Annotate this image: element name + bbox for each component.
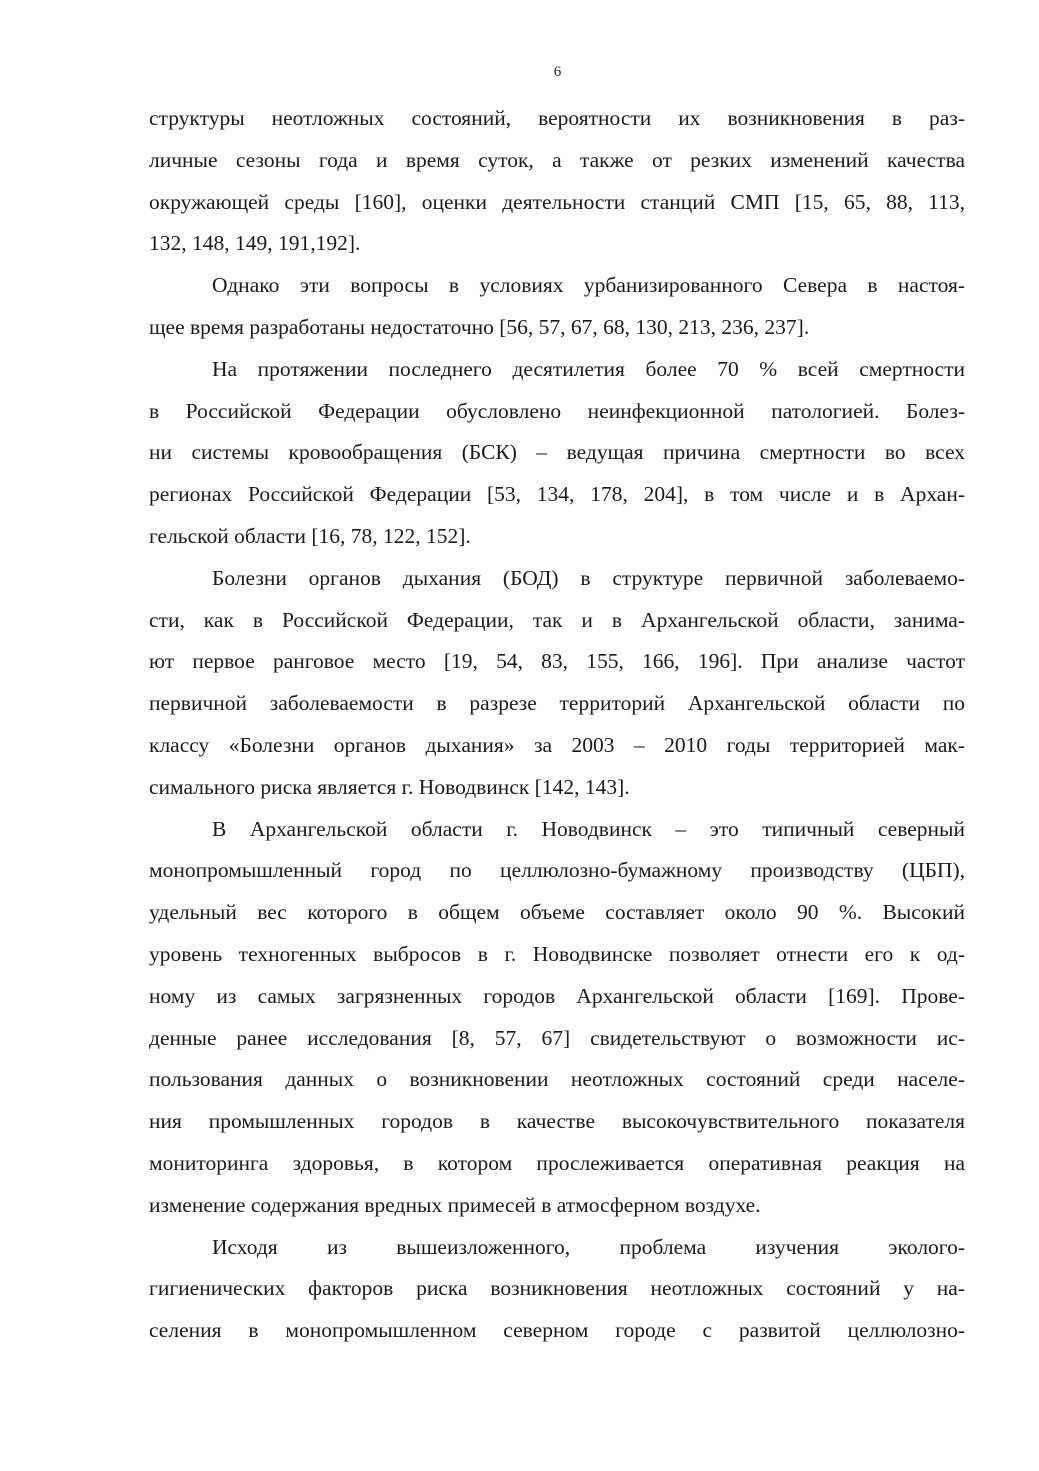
text-line: гельской области [16, 78, 122, 152]. xyxy=(149,523,471,548)
text-line: структуры неотложных состояний, вероятности их возникновения в раз- xyxy=(149,106,965,130)
text-line: ют первое ранговое место [19, 54, 83, 155, 166, 196]. При анализе частот xyxy=(149,649,965,674)
text-line: окружающей среды [160], оценки деятельности станций СМП [15, 65, 88, 113, xyxy=(149,189,965,214)
text-line: сти, как в Российской Федерации, так и в Архангельской области, занима- xyxy=(149,607,965,632)
text-line: ния промышленных городов в качестве высокочувствительного показателя xyxy=(149,1109,965,1134)
text-line: личные сезоны года и время суток, а также от резких изменений качества xyxy=(149,147,965,172)
text-line: селения в монопромышленном северном городе с развитой целлюлозно- xyxy=(149,1318,965,1343)
text-line: пользования данных о возникновении неотложных состояний среди населе- xyxy=(149,1067,965,1092)
text-line: классу «Болезни органов дыхания» за 2003 – 2010 годы территорией мак- xyxy=(149,732,965,757)
text-line: Однако эти вопросы в условиях урбанизированного Севера в настоя- xyxy=(212,273,965,298)
text-line: гигиенических факторов риска возникновения неотложных состояний у на- xyxy=(149,1276,965,1301)
text-line: денные ранее исследования [8, 57, 67] свидетельствуют о возможности ис- xyxy=(149,1025,965,1050)
text-line: удельный вес которого в общем объеме составляет около 90 %. Высокий xyxy=(149,900,965,925)
text-line: ному из самых загрязненных городов Архангельской области [169]. Прове- xyxy=(149,983,965,1008)
text-line: изменение содержания вредных примесей в атмосферном воздухе. xyxy=(149,1192,761,1217)
document-body xyxy=(149,98,965,1352)
text-line: симального риска является г. Новодвинск [142, 143]. xyxy=(149,774,630,799)
text-line: регионах Российской Федерации [53, 134, 178, 204], в том числе и в Архан- xyxy=(149,482,965,507)
text-line: Исходя из вышеизложенного, проблема изучения эколого- xyxy=(212,1234,965,1259)
text-line: монопромышленный город по целлюлозно-бумажному производству (ЦБП), xyxy=(149,858,965,883)
text-line: На протяжении последнего десятилетия более 70 % всей смертности xyxy=(212,356,965,381)
text-line: 132, 148, 149, 191,192]. xyxy=(149,231,361,256)
text-line: первичной заболеваемости в разрезе территорий Архангельской области по xyxy=(149,691,965,716)
text-line: щее время разработаны недостаточно [56, 57, 67, 68, 130, 213, 236, 237]. xyxy=(149,314,810,339)
text-line: Болезни органов дыхания (БОД) в структуре первичной заболеваемо- xyxy=(212,565,965,590)
text-line: ни системы кровообращения (БСК) – ведущая причина смертности во всех xyxy=(149,440,965,465)
text-line: мониторинга здоровья, в котором прослеживается оперативная реакция на xyxy=(149,1150,965,1175)
text-line: В Архангельской области г. Новодвинск – это типичный северный xyxy=(212,816,965,841)
text-line: уровень техногенных выбросов в г. Новодвинске позволяет отнести его к од- xyxy=(149,941,965,966)
page-number: 6 xyxy=(553,64,562,80)
text-line: в Российской Федерации обусловлено неинфекционной патологией. Болез- xyxy=(149,398,965,423)
